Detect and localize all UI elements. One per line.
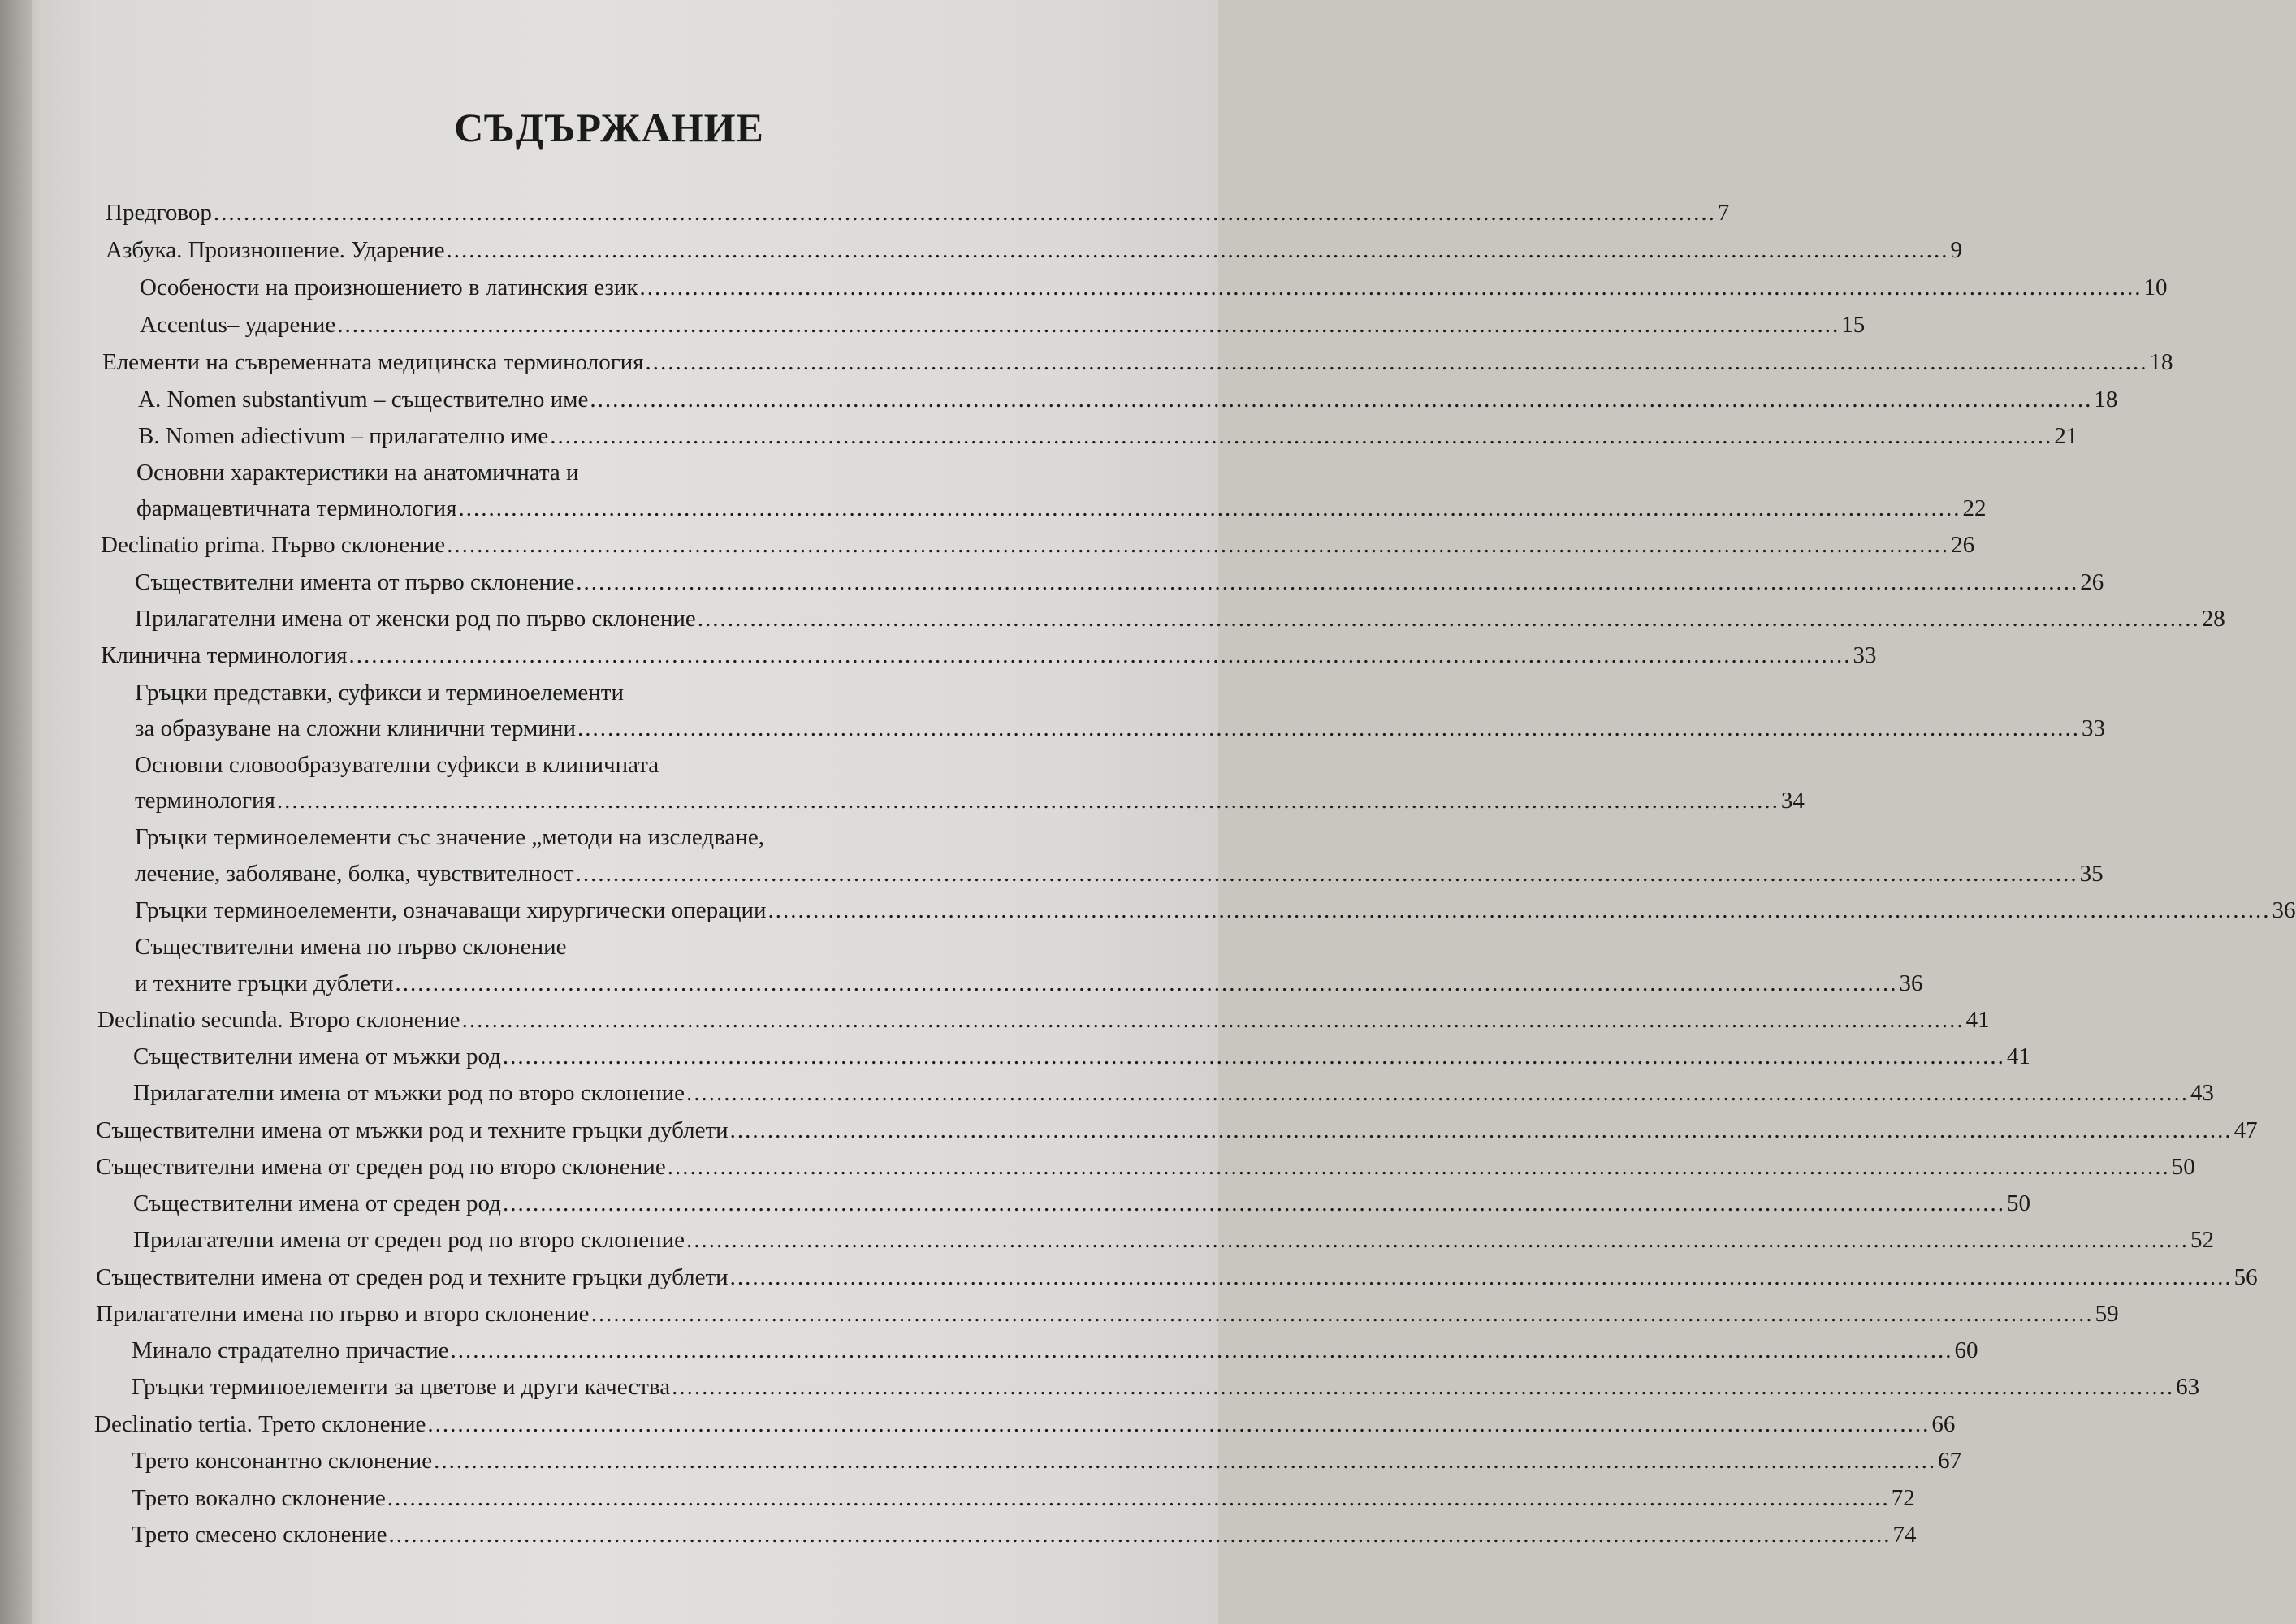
- book-gutter: [0, 0, 32, 1624]
- dot-leader: ........................................................................................................................................................................................................: [461, 1007, 1965, 1033]
- dot-leader: ........................................................................................................................................................................................................: [458, 495, 1961, 521]
- dot-leader: ........................................................................................................................................................................................................: [395, 970, 1898, 996]
- toc-entry-title: Трето смесено склонение: [132, 1522, 387, 1548]
- dot-leader: ........................................................................................................................................................................................................: [729, 1264, 2233, 1290]
- toc-entry-title: Съществителни имена от среден род: [133, 1190, 501, 1216]
- dot-leader: ........................................................................................................................................................................................................: [575, 861, 2078, 887]
- dot-leader: ........................................................................................................................................................................................................: [767, 897, 2271, 923]
- toc-entry-title: Азбука. Произношение. Ударение: [106, 237, 445, 263]
- dot-leader: ........................................................................................................................................................................................................: [697, 606, 2200, 632]
- toc-entry-title: Особености на произношението в латинския език: [140, 274, 638, 300]
- toc-entry-title: Съществителни имена по първо склонение: [135, 934, 567, 960]
- dot-leader: ........................................................................................................................................................................................................: [685, 1080, 2189, 1106]
- toc-entry-title: Гръцки терминоелементи за цветове и други качества: [132, 1374, 671, 1400]
- toc-page-number: 10: [2143, 274, 2168, 300]
- toc-entry-title: Съществителни имена от среден род и техните гръцки дублети: [96, 1264, 729, 1290]
- toc-entry-title: Съществителни имена от мъжки род и техните гръцки дублети: [96, 1117, 729, 1143]
- page-title: СЪДЪРЖАНИЕ: [454, 105, 764, 150]
- toc-page-number: 60: [1954, 1337, 1978, 1363]
- dot-leader: ........................................................................................................................................................................................................: [686, 1227, 2189, 1253]
- toc-entry-title-continued: за образуване на сложни клинични термини: [135, 715, 576, 741]
- dot-leader: ........................................................................................................................................................................................................: [577, 715, 2080, 741]
- toc-entry-title: Основни словообразувателни суфикси в клиничната: [135, 752, 659, 778]
- toc-page-number: 36: [2272, 897, 2296, 923]
- toc-page-number: 36: [1899, 970, 1923, 996]
- toc-entry-title-continued: и техните гръцки дублети: [135, 970, 394, 996]
- toc-entry-title-continued: терминология: [135, 788, 275, 814]
- toc-entry-title: Основни характеристики на анатомичната и: [136, 460, 579, 486]
- dot-leader: ........................................................................................................................................................................................................: [434, 1448, 1937, 1474]
- toc-entry-title-continued: лечение, заболяване, болка, чувствителност: [135, 861, 574, 887]
- toc-page-number: 9: [1950, 237, 1962, 263]
- dot-leader: ........................................................................................................................................................................................................: [672, 1374, 2175, 1400]
- toc-entry-title: Предговор: [106, 200, 212, 226]
- toc-page-number: 18: [2149, 349, 2173, 375]
- dot-leader: ........................................................................................................................................................................................................: [276, 788, 1779, 814]
- toc-entry-title: Гръцки терминоелементи със значение „методи на изследване,: [135, 824, 764, 850]
- toc-page-number: 22: [1962, 495, 1987, 521]
- dot-leader: ........................................................................................................................................................................................................: [337, 312, 1840, 338]
- toc-entry-title: Прилагателни имена от женски род по първо склонение: [135, 606, 696, 632]
- toc-entry-title: Declinatio prima. Първо склонение: [101, 532, 446, 558]
- toc-page-number: 63: [2176, 1374, 2200, 1400]
- dot-leader: ........................................................................................................................................................................................................: [427, 1411, 1931, 1437]
- dot-leader: ........................................................................................................................................................................................................: [348, 642, 1852, 668]
- toc-page-number: 56: [2233, 1264, 2258, 1290]
- dot-leader: ........................................................................................................................................................................................................: [550, 423, 2053, 449]
- toc-entry-title: Accentus– ударение: [140, 312, 336, 338]
- toc-page-number: 52: [2190, 1227, 2214, 1253]
- toc-entry-title: A. Nomen substantivum – съществително име: [138, 387, 589, 412]
- toc-page-number: 28: [2201, 606, 2225, 632]
- toc-entry-title: Съществителни имена от среден род по второ склонение: [96, 1154, 666, 1180]
- toc-page-number: 26: [2080, 569, 2104, 595]
- dot-leader: ........................................................................................................................................................................................................: [447, 532, 1950, 558]
- toc-entry-title: B. Nomen adiectivum – прилагателно име: [138, 423, 549, 449]
- toc-page-number: 35: [2079, 861, 2104, 887]
- toc-entry-title: Гръцки терминоелементи, означаващи хирургически операции: [135, 897, 767, 923]
- toc-entry-title: Клинична терминология: [101, 642, 348, 668]
- toc-entry-title: Съществителни имента от първо склонение: [135, 569, 575, 595]
- toc-entry-title-continued: фармацевтичната терминология: [136, 495, 457, 521]
- toc-entry-title: Прилагателни имена от среден род по второ склонение: [133, 1227, 685, 1253]
- toc-entry-title: Declinatio secunda. Второ склонение: [97, 1007, 460, 1033]
- toc-page-number: 50: [2006, 1190, 2030, 1216]
- toc-page-number: 7: [1717, 200, 1730, 226]
- toc-page-number: 33: [2081, 715, 2105, 741]
- toc-page-number: 26: [1951, 532, 1975, 558]
- toc-page-number: 41: [2006, 1043, 2030, 1069]
- dot-leader: ........................................................................................................................................................................................................: [388, 1522, 1892, 1548]
- toc-entry-title: Declinatio tertia. Трето склонение: [94, 1411, 426, 1437]
- toc-page-number: 72: [1891, 1485, 1915, 1511]
- toc-page-number: 59: [2095, 1301, 2119, 1327]
- dot-leader: ........................................................................................................................................................................................................: [213, 200, 1716, 226]
- toc-entry-title: Съществителни имена от мъжки род: [133, 1043, 501, 1069]
- toc-page-number: 50: [2171, 1154, 2195, 1180]
- toc-page-number: 18: [2094, 387, 2118, 412]
- toc-page-number: 67: [1938, 1448, 1962, 1474]
- toc-page-number: 74: [1892, 1522, 1917, 1548]
- dot-leader: ........................................................................................................................................................................................................: [387, 1485, 1890, 1511]
- dot-leader: ........................................................................................................................................................................................................: [446, 237, 1949, 263]
- toc-entry-title: Прилагателни имена по първо и второ склонение: [96, 1301, 590, 1327]
- toc-entry-title: Минало страдателно причастие: [132, 1337, 449, 1363]
- dot-leader: ........................................................................................................................................................................................................: [502, 1190, 2005, 1216]
- toc-page-number: 47: [2233, 1117, 2258, 1143]
- toc-page-number: 41: [1965, 1007, 1990, 1033]
- toc-page-number: 66: [1931, 1411, 1956, 1437]
- toc-entry-title: Елементи на съвременната медицинска терминология: [102, 349, 644, 375]
- toc-page-number: 33: [1853, 642, 1877, 668]
- toc-page-number: 43: [2190, 1080, 2214, 1106]
- toc-entry-title: Прилагателни имена от мъжки род по второ склонение: [133, 1080, 685, 1106]
- toc-page-number: 34: [1780, 788, 1805, 814]
- dot-leader: ........................................................................................................................................................................................................: [667, 1154, 2170, 1180]
- toc-entry-title: Трето консонантно склонение: [132, 1448, 433, 1474]
- dot-leader: ........................................................................................................................................................................................................: [590, 387, 2093, 412]
- dot-leader: ........................................................................................................................................................................................................: [729, 1117, 2233, 1143]
- dot-leader: ........................................................................................................................................................................................................: [639, 274, 2143, 300]
- dot-leader: ........................................................................................................................................................................................................: [450, 1337, 1953, 1363]
- toc-page-number: 21: [2054, 423, 2078, 449]
- dot-leader: ........................................................................................................................................................................................................: [590, 1301, 2094, 1327]
- dot-leader: ........................................................................................................................................................................................................: [576, 569, 2079, 595]
- dot-leader: ........................................................................................................................................................................................................: [645, 349, 2148, 375]
- toc-page-number: 15: [1841, 312, 1866, 338]
- dot-leader: ........................................................................................................................................................................................................: [502, 1043, 2005, 1069]
- toc-entry-title: Гръцки представки, суфикси и терминоелементи: [135, 680, 625, 706]
- toc-entry-title: Трето вокално склонение: [132, 1485, 386, 1511]
